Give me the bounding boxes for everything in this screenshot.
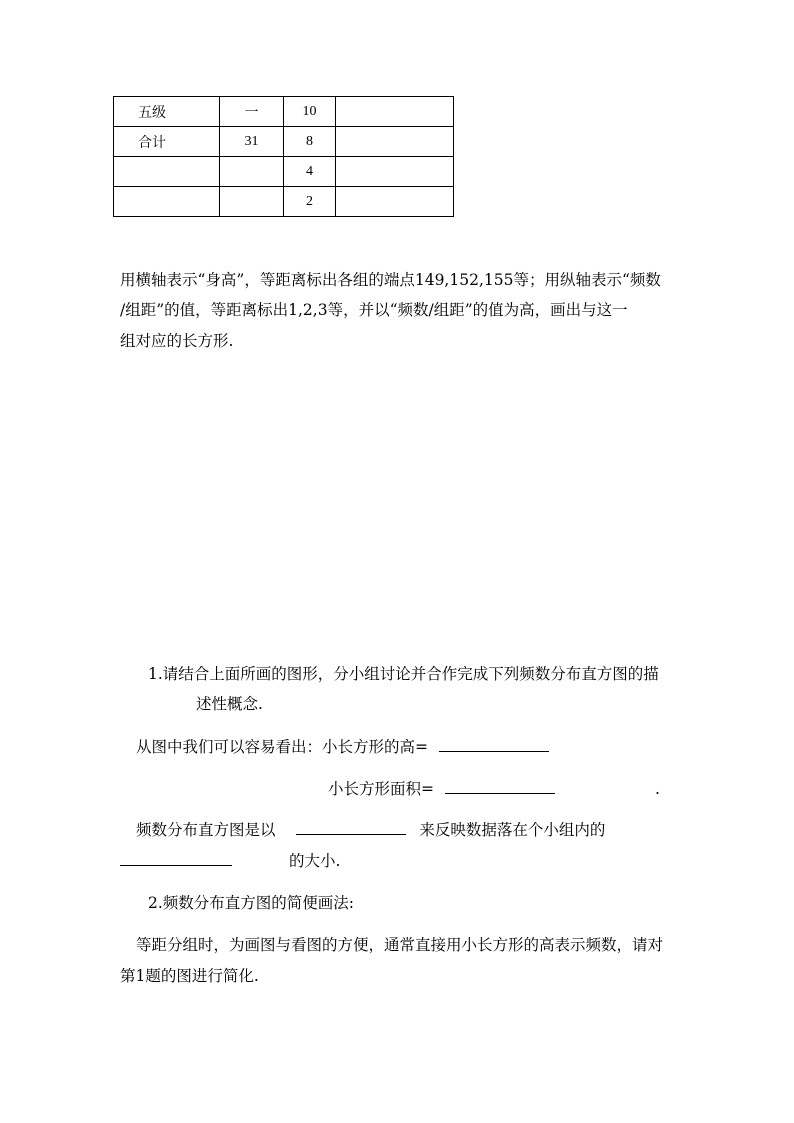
question-1-line-1: 1.请结合上面所画的图形，分小组讨论并合作完成下列频数分布直方图的描 xyxy=(148,665,659,683)
area-prefix: 小长方形面积= xyxy=(328,780,434,798)
histogram-prefix: 频数分布直方图是以 xyxy=(136,821,276,839)
histogram-middle: 来反映数据落在个小组内的 xyxy=(419,821,606,839)
area-statement xyxy=(328,773,555,805)
intro-line-2: /组距”的值，等距离标出1,2,3等，并以“频数/组距”的值为高，画出与这一 xyxy=(120,301,628,319)
table-cell xyxy=(336,97,454,127)
table-row xyxy=(114,127,454,157)
histogram-statement xyxy=(136,814,605,846)
table-cell: 一 xyxy=(220,97,284,127)
table-row xyxy=(114,187,454,217)
histogram-statement-cont xyxy=(120,845,340,877)
table-cell: 10 xyxy=(284,97,336,127)
table-cell: 8 xyxy=(284,127,336,157)
frequency-table xyxy=(113,96,454,217)
area-blank[interactable] xyxy=(445,775,555,794)
question-1-line-2: 述性概念. xyxy=(196,695,263,713)
height-statement xyxy=(136,731,549,763)
table-cell xyxy=(114,187,220,217)
table-cell xyxy=(336,127,454,157)
table-row xyxy=(114,97,454,127)
table-cell xyxy=(336,187,454,217)
area-suffix: . xyxy=(655,780,660,798)
question-2-line-2: 第1题的图进行简化. xyxy=(120,967,259,985)
table-cell: 2 xyxy=(284,187,336,217)
table-cell xyxy=(114,157,220,187)
table-cell xyxy=(336,157,454,187)
histogram-blank-1[interactable] xyxy=(296,816,406,835)
table-cell: 合计 xyxy=(114,127,220,157)
question-2-title: 2.频数分布直方图的简便画法: xyxy=(148,894,355,912)
table-cell xyxy=(220,187,284,217)
intro-line-3: 组对应的长方形. xyxy=(120,332,234,350)
height-blank[interactable] xyxy=(439,733,549,752)
table-row xyxy=(114,157,454,187)
table-cell: 31 xyxy=(220,127,284,157)
question-2-line-1: 等距分组时，为画图与看图的方便，通常直接用小长方形的高表示频数，请对 xyxy=(136,936,664,954)
intro-line-1: 用横轴表示“身高”，等距离标出各组的端点149,152,155等；用纵轴表示“频数 xyxy=(120,271,661,289)
histogram-blank-2[interactable] xyxy=(120,847,232,866)
table-cell: 五级 xyxy=(114,97,220,127)
table-cell xyxy=(220,157,284,187)
table-cell: 4 xyxy=(284,157,336,187)
height-prefix: 从图中我们可以容易看出：小长方形的高= xyxy=(136,738,428,756)
histogram-suffix: 的大小. xyxy=(288,852,341,870)
